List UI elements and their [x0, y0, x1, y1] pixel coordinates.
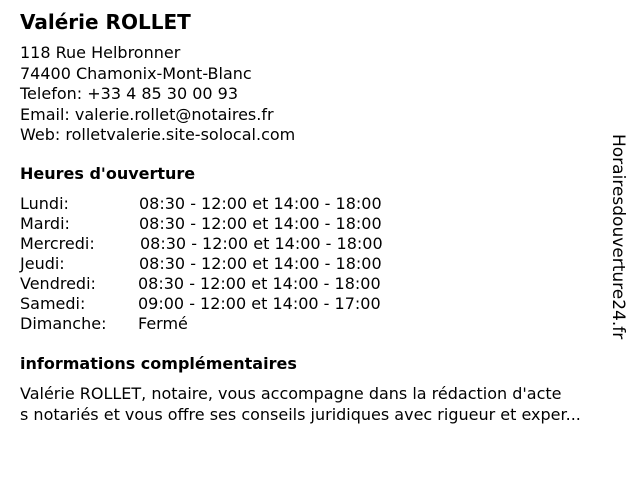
day-hours: 08:30 - 12:00 et 14:00 - 18:00: [139, 214, 382, 233]
day-hours: 08:30 - 12:00 et 14:00 - 18:00: [139, 254, 382, 273]
description-line: s notariés et vous offre ses conseils juridiques avec rigueur et exper...: [20, 404, 581, 424]
day-hours: 08:30 - 12:00 et 14:00 - 18:00: [139, 194, 382, 213]
day-hours: 08:30 - 12:00 et 14:00 - 18:00: [140, 234, 383, 253]
hours-row-lundi: [20, 194, 440, 214]
hours-row-dimanche: [20, 314, 440, 334]
hours-heading: Heures d'ouverture: [20, 164, 196, 183]
business-name: Valérie ROLLET: [20, 10, 191, 34]
phone-line: Telefon: +33 4 85 30 00 93: [20, 84, 239, 103]
watermark-text: Horairesdouverture24.fr: [608, 134, 628, 340]
day-hours: 08:30 - 12:00 et 14:00 - 18:00: [138, 274, 381, 293]
hours-row-samedi: [20, 294, 440, 314]
web-line: Web: rolletvalerie.site-solocal.com: [20, 125, 296, 144]
day-label: Mardi:: [20, 214, 70, 233]
day-label: Vendredi:: [20, 274, 96, 293]
address-street: 118 Rue Helbronner: [20, 43, 181, 62]
description-block: [20, 384, 581, 425]
hours-row-mercredi: [20, 234, 440, 254]
hours-row-jeudi: [20, 254, 440, 274]
contact-block: [20, 43, 295, 146]
hours-row-mardi: [20, 214, 440, 234]
address-city: 74400 Chamonix-Mont-Blanc: [20, 63, 252, 83]
day-hours: Fermé: [138, 314, 188, 333]
day-hours: 09:00 - 12:00 et 14:00 - 17:00: [138, 294, 381, 313]
day-label: Samedi:: [20, 294, 86, 313]
hours-row-vendredi: [20, 274, 440, 294]
day-label: Lundi:: [20, 194, 69, 213]
day-label: Jeudi:: [20, 254, 65, 273]
hours-table: [20, 194, 440, 334]
day-label: Mercredi:: [20, 234, 95, 253]
description-line: Valérie ROLLET, notaire, vous accompagne dans la rédaction d'acte: [20, 384, 562, 403]
day-label: Dimanche:: [20, 314, 107, 333]
info-heading: informations complémentaires: [20, 354, 297, 373]
email-line: Email: valerie.rollet@notaires.fr: [20, 104, 274, 124]
